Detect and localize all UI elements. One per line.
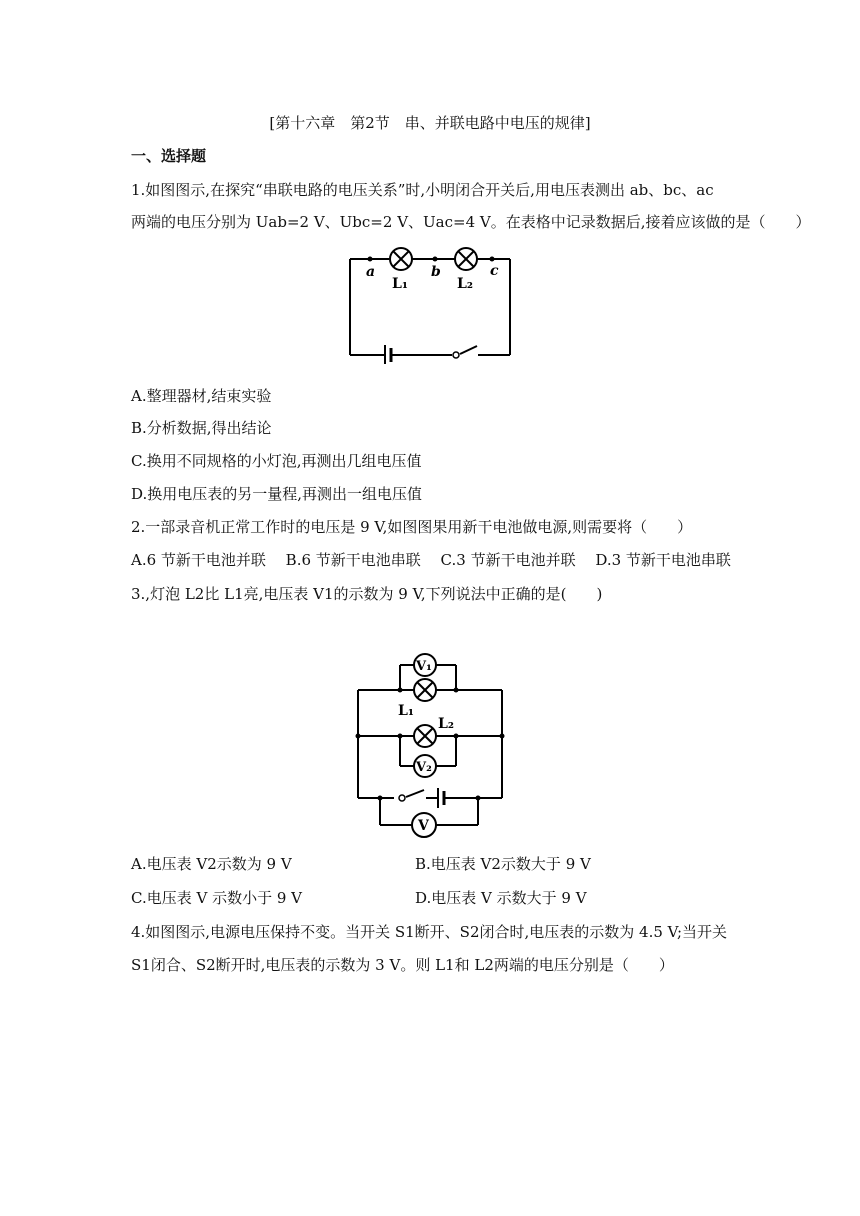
- q1-series-circuit-diagram: [340, 244, 520, 364]
- q4-stem-line1: 4.如图图示,电源电压保持不变。当开关 S1断开、S2闭合时,电压表的示数为 4.5 V;当开关: [131, 923, 728, 941]
- q1-label-c: c: [490, 263, 499, 279]
- q3-label-l1: L₁: [398, 703, 414, 719]
- q1-label-a: a: [366, 264, 376, 280]
- q1-option-c: C.换用不同规格的小灯泡,再测出几组电压值: [131, 452, 422, 470]
- q1-label-b: b: [431, 264, 441, 280]
- q3-label-l2: L₂: [438, 716, 454, 732]
- q1-label-l2: L₂: [457, 276, 473, 292]
- q3-label-v: V: [418, 818, 429, 834]
- q1-option-a: A.整理器材,结束实验: [131, 387, 272, 405]
- q2-options: A.6 节新干电池并联 B.6 节新干电池串联 C.3 节新干电池并联 D.3 节新干电池串联: [131, 551, 731, 569]
- q1-label-l1: L₁: [392, 276, 408, 292]
- q4-stem-line2: S1闭合、S2断开时,电压表的示数为 3 V。则 L1和 L2两端的电压分别是（ ）: [131, 956, 674, 974]
- q1-stem-line2: 两端的电压分别为 Uab=2 V、Ubc=2 V、Uac=4 V。在表格中记录数据后,接着应该做的是（ ）: [131, 213, 811, 231]
- section-heading: 一、选择题: [131, 147, 207, 165]
- q1-stem-line1: 1.如图图示,在探究“串联电路的电压关系”时,小明闭合开关后,用电压表测出 ab、bc、ac: [131, 181, 714, 199]
- q3-parallel-circuit-diagram: [350, 648, 510, 838]
- page-title: [第十六章 第2节 串、并联电路中电压的规律]: [269, 114, 591, 132]
- q1-option-b: B.分析数据,得出结论: [131, 419, 272, 437]
- q2-stem: 2.一部录音机正常工作时的电压是 9 V,如图图果用新干电池做电源,则需要将（ ）: [131, 518, 693, 536]
- q3-label-v1: V₁: [416, 659, 432, 674]
- q3-option-a: A.电压表 V2示数为 9 V: [131, 855, 292, 873]
- q1-option-d: D.换用电压表的另一量程,再测出一组电压值: [131, 485, 423, 503]
- q3-label-v2: V₂: [416, 760, 432, 775]
- q3-option-d: D.电压表 V 示数大于 9 V: [415, 889, 587, 907]
- q3-stem: 3.,灯泡 L2比 L1亮,电压表 V1的示数为 9 V,下列说法中正确的是( ): [131, 585, 603, 603]
- q3-option-c: C.电压表 V 示数小于 9 V: [131, 889, 302, 907]
- q3-option-b: B.电压表 V2示数大于 9 V: [415, 855, 591, 873]
